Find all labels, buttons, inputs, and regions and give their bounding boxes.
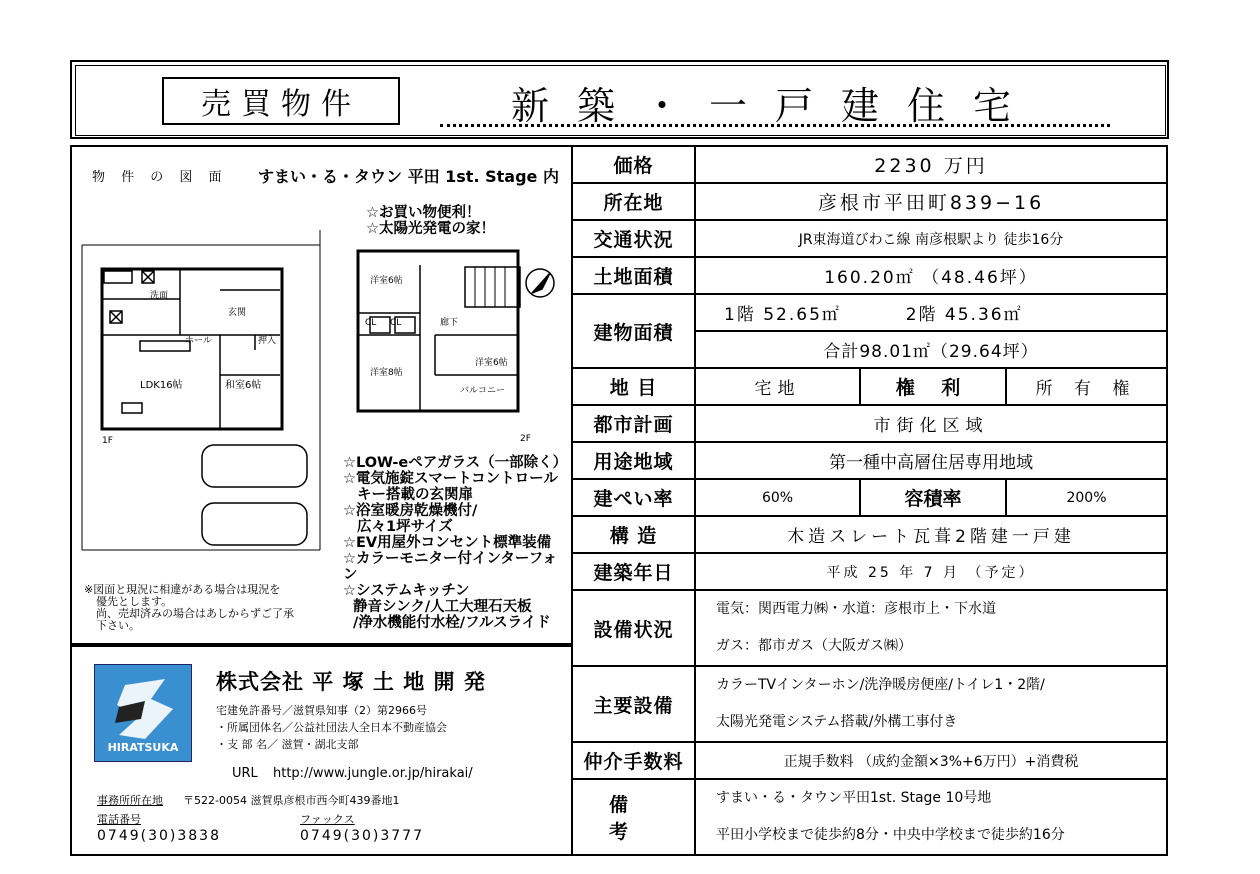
spec-header: 建物面積 xyxy=(572,294,695,368)
city-plan-value: 市街化区域 xyxy=(695,405,1167,442)
feature-item: 広々1坪サイズ xyxy=(357,519,453,535)
remarks-value xyxy=(695,779,1167,855)
spec-row-location xyxy=(572,183,1167,220)
company-name: 株式会社 平 塚 土 地 開 発 xyxy=(216,670,486,694)
company-logo xyxy=(94,664,192,762)
spec-header: 土地面積 xyxy=(572,257,695,294)
tel-number: 0749(30)3838 xyxy=(97,828,221,844)
license-number: 宅建免許番号／滋賀県知事（2）第2966号 xyxy=(216,704,427,717)
svg-text:廊下: 廊下 xyxy=(440,318,459,328)
zoning-value: 第一種中高層住居専用地域 xyxy=(695,442,1167,479)
feature-item: 静音シンク/人工大理石天板 xyxy=(353,599,532,615)
spec-row-land-category xyxy=(572,368,1167,405)
remarks-line: 平田小学校まで徒歩約8分・中央中学校まで徒歩約16分 xyxy=(716,827,1065,843)
svg-text:洋室6帖: 洋室6帖 xyxy=(475,358,508,368)
facilities-line: ガス：都市ガス（大阪ガス㈱） xyxy=(716,638,912,654)
note-line: 下さい。 xyxy=(96,619,140,632)
location-value: 彦根市平田町839−16 xyxy=(695,183,1167,220)
floor-ratio-header: 容積率 xyxy=(860,479,1006,516)
feature-item: /浄水機能付水栓/フルスライド xyxy=(353,615,551,631)
svg-text:ホール: ホール xyxy=(185,336,212,346)
spec-header: 構 造 xyxy=(572,516,695,553)
feature-item: ☆システムキッチン xyxy=(343,583,470,599)
svg-text:バルコニー: バルコニー xyxy=(460,386,506,396)
spec-header: 所在地 xyxy=(572,183,695,220)
spec-header: 都市計画 xyxy=(572,405,695,442)
spec-row-remarks xyxy=(572,779,1167,855)
building-total: 合計98.01㎡（29.64坪） xyxy=(695,331,1167,368)
highlight-1: ☆お買い物便利！ xyxy=(366,205,481,221)
spec-header: 設備状況 xyxy=(572,590,695,666)
office-address: 〒522-0054 滋賀県彦根市西今町439番地1 xyxy=(183,794,400,807)
structure-value: 木造スレート瓦葺2階建一戸建 xyxy=(695,516,1167,553)
fax-label: ファックス xyxy=(300,813,355,826)
spec-row-building xyxy=(572,294,1167,331)
spec-header: 仲介手数料 xyxy=(572,742,695,779)
spec-row-zoning xyxy=(572,442,1167,479)
note-line: 優先とします。 xyxy=(96,595,173,608)
spec-row-price xyxy=(572,146,1167,183)
land-value: 160.20㎡ （48.46坪） xyxy=(695,257,1167,294)
disclaimer-note xyxy=(84,584,334,632)
association: ・所属団体名／公益社団法人全日本不動産協会 xyxy=(216,721,447,734)
rights-header: 権 利 xyxy=(860,368,1006,405)
svg-text:洋室8帖: 洋室8帖 xyxy=(370,368,403,378)
spec-row-coverage xyxy=(572,479,1167,516)
price-value: 2230 万円 xyxy=(695,146,1167,183)
built-value: 平成 25 年 7 月 （予定） xyxy=(695,553,1167,590)
floor1-area: 1階 52.65㎡ xyxy=(724,305,841,325)
spec-row-built xyxy=(572,553,1167,590)
svg-text:洋室6帖: 洋室6帖 xyxy=(370,276,403,286)
spec-header: 交通状況 xyxy=(572,220,695,257)
remarks-line: すまい・る・タウン平田1st. Stage 10号地 xyxy=(716,790,992,806)
spec-row-structure xyxy=(572,516,1167,553)
spec-header: 建築年日 xyxy=(572,553,695,590)
svg-text:2F: 2F xyxy=(520,434,531,444)
plan-section-label: 物 件 の 図 面 xyxy=(92,170,228,185)
office-label: 事務所所在地 xyxy=(97,794,163,807)
spec-header: 用途地域 xyxy=(572,442,695,479)
spec-row-access xyxy=(572,220,1167,257)
svg-text:CL: CL xyxy=(390,318,402,328)
facilities-value xyxy=(695,590,1167,666)
logo-text: HIRATSUKA xyxy=(107,741,179,754)
svg-text:押入: 押入 xyxy=(258,336,277,346)
feature-item: ☆EV用屋外コンセント標準装備 xyxy=(343,535,552,551)
equipment-line: 太陽光発電システム搭載/外構工事付き xyxy=(716,714,958,730)
facilities-line: 電気：関西電力㈱・水道：彦根市上・下水道 xyxy=(716,601,996,617)
spec-header: 建ぺい率 xyxy=(572,479,695,516)
feature-item: キー搭載の玄関扉 xyxy=(357,487,473,503)
svg-text:玄関: 玄関 xyxy=(228,308,247,318)
equipment-line: カラーTVインターホン/洗浄暖房便座/トイレ1・2階/ xyxy=(716,677,1045,693)
equipment-value xyxy=(695,666,1167,742)
spec-row-land xyxy=(572,257,1167,294)
spec-row-facilities xyxy=(572,590,1167,666)
feature-item: ☆LOW-eペアガラス（一部除く） xyxy=(343,455,568,471)
svg-text:1F: 1F xyxy=(102,436,113,446)
note-line: ※図面と現況に相違がある場合は現況を xyxy=(84,583,281,596)
tel-label: 電話番号 xyxy=(97,813,141,826)
room-label-wash: 洗面 xyxy=(150,291,169,301)
svg-text:CL: CL xyxy=(365,318,377,328)
fee-value: 正規手数料 （成約金額×3%+6万円）+消費税 xyxy=(695,742,1167,779)
svg-text:和室6帖: 和室6帖 xyxy=(225,380,262,391)
branch: ・支 部 名／ 滋賀・湖北支部 xyxy=(216,738,359,751)
feature-item: ☆浴室暖房乾燥機付/ xyxy=(343,503,478,519)
feature-item: ☆カラーモニター付インターフォン xyxy=(343,551,557,583)
floor-ratio-value: 200% xyxy=(1006,479,1167,516)
svg-text:LDK16帖: LDK16帖 xyxy=(140,380,183,391)
feature-item: ☆電気施錠スマートコントロール xyxy=(343,471,558,487)
spec-row-equipment xyxy=(572,666,1167,742)
access-value: JR東海道びわこ線 南彦根駅より 徒歩16分 xyxy=(695,220,1167,257)
rights-value: 所 有 権 xyxy=(1006,368,1167,405)
spec-row-city-plan xyxy=(572,405,1167,442)
note-line: 尚、売却済みの場合はあしからずご了承 xyxy=(96,607,294,620)
property-spec-table xyxy=(571,145,1168,856)
page-title: 新築・一戸建住宅 xyxy=(440,80,1110,127)
town-name: すまい・る・タウン 平田 1st. Stage 内 xyxy=(258,167,559,186)
highlight-2: ☆太陽光発電の家！ xyxy=(366,221,495,237)
spec-header: 価格 xyxy=(572,146,695,183)
listing-type-label: 売買物件 xyxy=(162,77,400,125)
fax-number: 0749(30)3777 xyxy=(300,828,424,844)
building-floors xyxy=(695,294,1167,331)
company-url[interactable]: http://www.jungle.or.jp/hirakai/ xyxy=(273,766,473,781)
spec-header: 備 考 xyxy=(572,779,695,855)
spec-row-fee xyxy=(572,742,1167,779)
features-list xyxy=(343,455,568,631)
url-label: URL xyxy=(232,766,258,781)
spec-header: 地 目 xyxy=(572,368,695,405)
floor2-area: 2階 45.36㎡ xyxy=(905,305,1023,325)
spec-header: 主要設備 xyxy=(572,666,695,742)
coverage-value: 60% xyxy=(695,479,860,516)
land-category-value: 宅地 xyxy=(695,368,860,405)
